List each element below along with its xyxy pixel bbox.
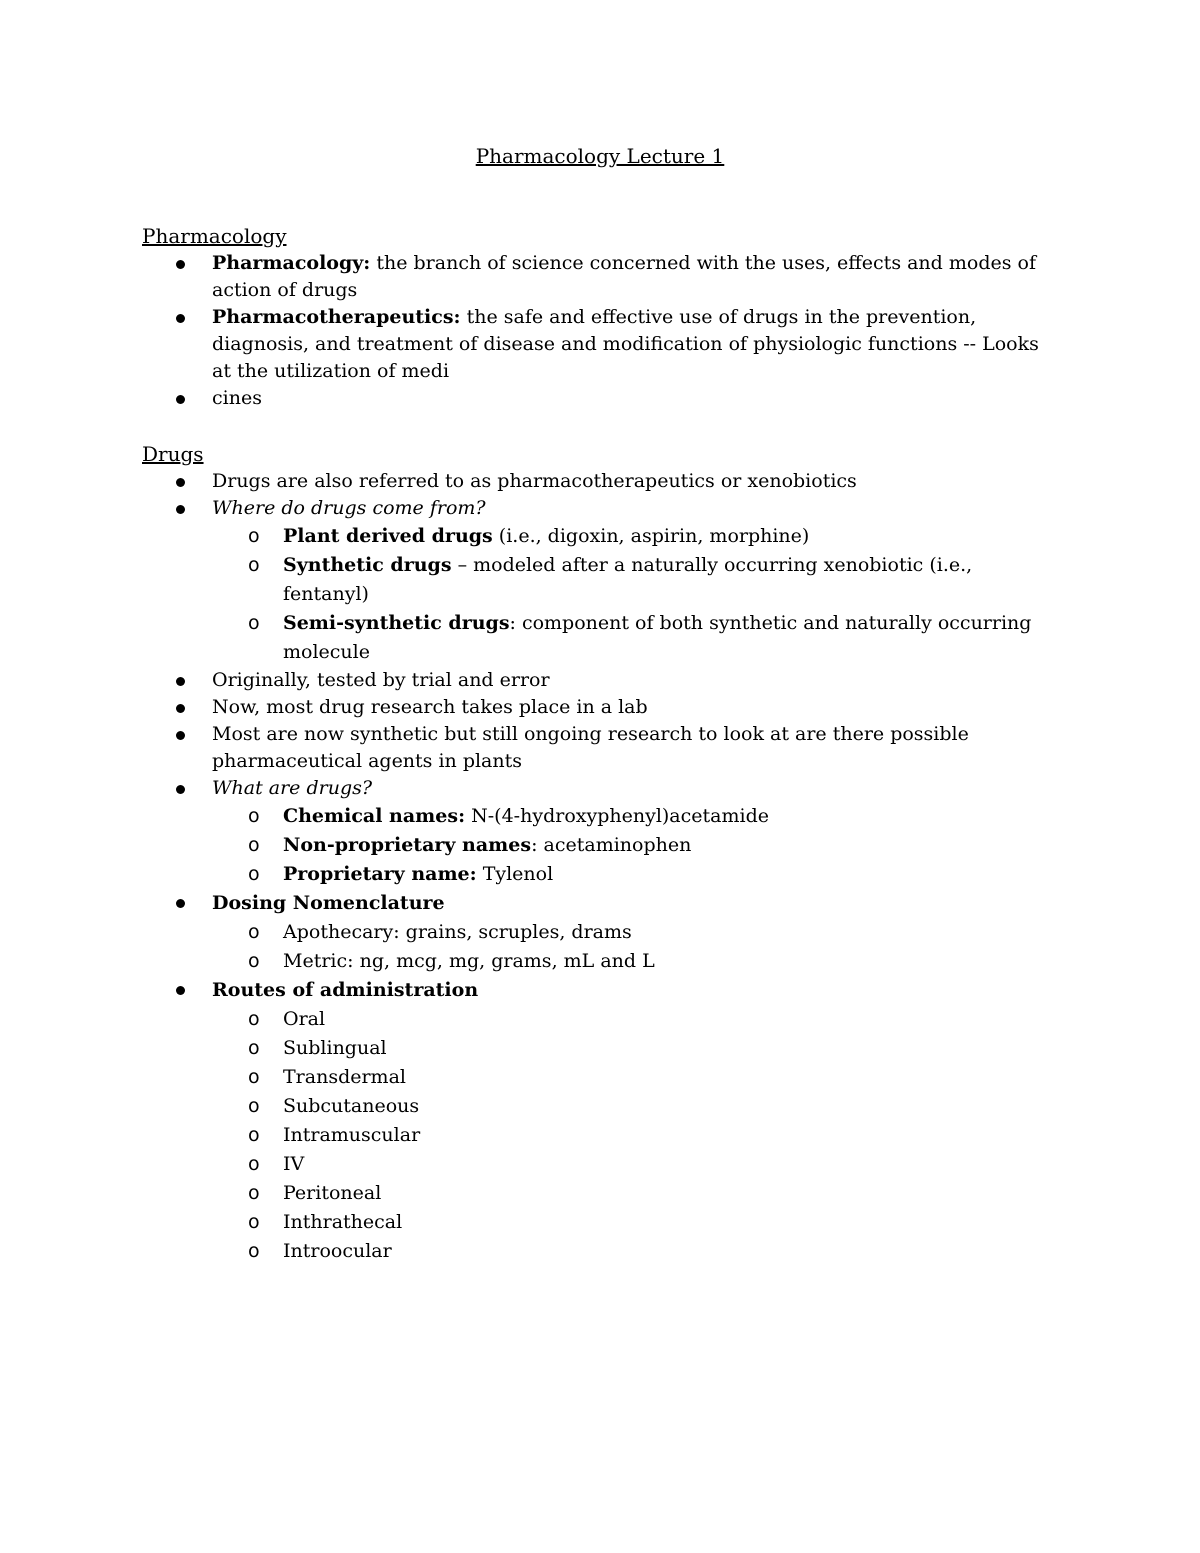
sub-list-item: o Apothecary: grains, scruples, drams [142, 918, 1062, 947]
bullet-icon [176, 505, 185, 514]
drugs-list [142, 468, 1062, 1266]
list-item: Originally, tested by trial and error [142, 667, 1062, 694]
list-item: Where do drugs come from? [142, 495, 1062, 522]
circle-bullet-icon: o [248, 863, 260, 885]
circle-bullet-icon: o [248, 1037, 260, 1059]
list-item: Dosing Nomenclature [142, 889, 1062, 918]
circle-bullet-icon: o [248, 1182, 260, 1204]
bullet-icon [176, 986, 185, 995]
list-item: Now, most drug research takes place in a lab [142, 694, 1062, 721]
bullet-icon [176, 314, 185, 323]
bullet-icon [176, 260, 185, 269]
list-item: Most are now synthetic but still ongoing research to look at are there possible pharmaceutical agents in plants [142, 721, 1062, 775]
route-item: o Transdermal [142, 1063, 1062, 1092]
circle-bullet-icon: o [248, 950, 260, 972]
page-title: Pharmacology Lecture 1 [475, 144, 725, 168]
list-item: Routes of administration [142, 976, 1062, 1005]
sub-list-item: o Non-proprietary names: acetaminophen [142, 831, 1062, 860]
list-item: Pharmacology: the branch of science concerned with the uses, effects and modes of action of drugs [142, 250, 1062, 304]
sub-list-item: o Metric: ng, mcg, mg, grams, mL and L [142, 947, 1062, 976]
section-heading-pharmacology: Pharmacology [142, 224, 287, 248]
bullet-icon [176, 704, 185, 713]
circle-bullet-icon: o [248, 612, 260, 634]
circle-bullet-icon: o [248, 1153, 260, 1175]
bullet-icon [176, 899, 185, 908]
bullet-icon [176, 731, 185, 740]
pharmacology-list [142, 250, 1062, 412]
route-item: o Peritoneal [142, 1179, 1062, 1208]
circle-bullet-icon: o [248, 554, 260, 576]
section-heading-drugs: Drugs [142, 442, 204, 466]
document-body [142, 222, 1062, 1266]
circle-bullet-icon: o [248, 1240, 260, 1262]
circle-bullet-icon: o [248, 525, 260, 547]
list-item: Drugs are also referred to as pharmacotherapeutics or xenobiotics [142, 468, 1062, 495]
circle-bullet-icon: o [248, 805, 260, 827]
sub-list-item: o Proprietary name: Tylenol [142, 860, 1062, 889]
route-item: o Sublingual [142, 1034, 1062, 1063]
circle-bullet-icon: o [248, 1008, 260, 1030]
circle-bullet-icon: o [248, 1095, 260, 1117]
route-item: o Oral [142, 1005, 1062, 1034]
list-item: Pharmacotherapeutics: the safe and effective use of drugs in the prevention, diagnosis, and treatment of disease and modification of physiologic functions -- Looks at the utilization of medi [142, 304, 1062, 385]
circle-bullet-icon: o [248, 1124, 260, 1146]
list-item: cines [142, 385, 1062, 412]
bullet-icon [176, 478, 185, 487]
route-item: o Subcutaneous [142, 1092, 1062, 1121]
route-item: o Introocular [142, 1237, 1062, 1266]
circle-bullet-icon: o [248, 1211, 260, 1233]
circle-bullet-icon: o [248, 1066, 260, 1088]
circle-bullet-icon: o [248, 921, 260, 943]
sub-list-item: o Chemical names: N-(4-hydroxyphenyl)acetamide [142, 802, 1062, 831]
sub-list-item: o Synthetic drugs – modeled after a naturally occurring xenobiotic (i.e., fentanyl) [142, 551, 1062, 609]
route-item: o IV [142, 1150, 1062, 1179]
bullet-icon [176, 395, 185, 404]
sub-list-item: o Semi-synthetic drugs: component of both synthetic and naturally occurring molecule [142, 609, 1062, 667]
circle-bullet-icon: o [248, 834, 260, 856]
route-item: o Intramuscular [142, 1121, 1062, 1150]
bullet-icon [176, 785, 185, 794]
sub-list-item: o Plant derived drugs (i.e., digoxin, aspirin, morphine) [142, 522, 1062, 551]
route-item: o Inthrathecal [142, 1208, 1062, 1237]
list-item: What are drugs? [142, 775, 1062, 802]
bullet-icon [176, 677, 185, 686]
